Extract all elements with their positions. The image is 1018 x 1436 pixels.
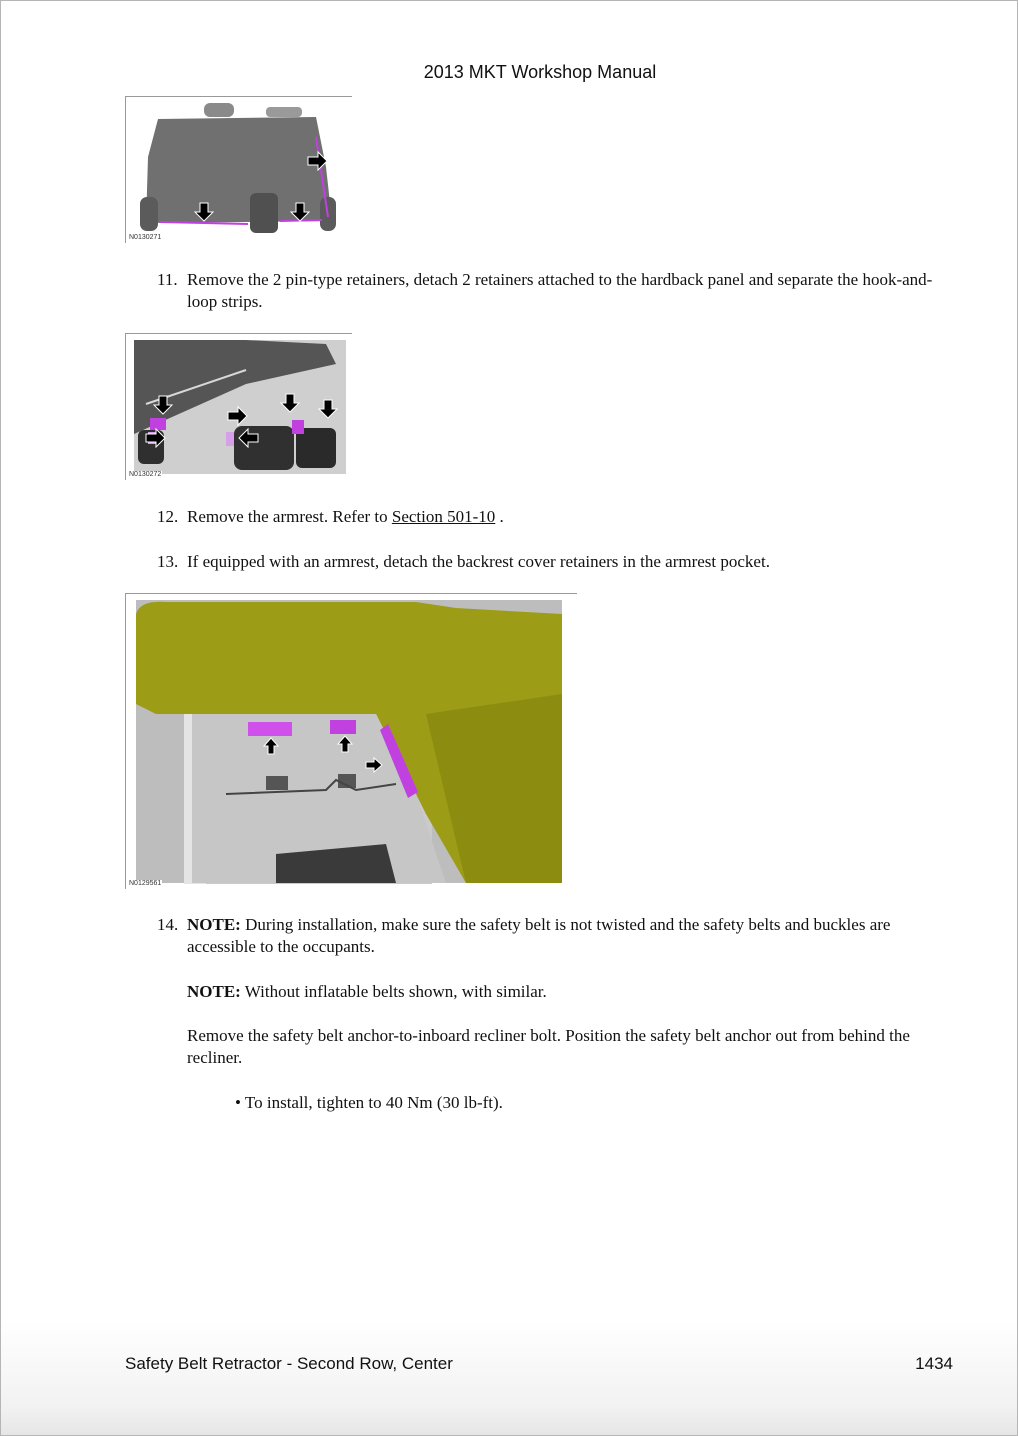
step-text: Remove the 2 pin-type retainers, detach 2 retainers attached to the hardback panel and separate the hook-and-loop strips. [187,270,933,311]
step-number: 14. [157,915,179,934]
bullet-text: To install, tighten to 40 Nm (30 lb-ft). [244,1093,503,1112]
step-text-after: . [495,507,504,526]
step-text: If equipped with an armrest, detach the backrest cover retainers in the armrest pocket. [187,552,770,571]
hardback-panel-illustration [126,334,352,480]
page-header-title: 2013 MKT Workshop Manual [423,62,657,82]
note-2 [187,981,947,1003]
figure-armrest-pocket [125,593,577,889]
step-number: 11. [157,270,178,289]
note-1 [187,914,947,958]
step-text-before: Remove the armrest. Refer to [187,507,392,526]
step-number: 13. [157,552,179,571]
figure-code: N0129561 [129,880,162,887]
footer-page-number: 1434 [915,1354,953,1373]
step-text [187,506,947,528]
bullet-icon: • [235,1093,245,1112]
note-label: NOTE: [187,915,241,934]
note-text: During installation, make sure the safety belt is not twisted and the safety belts and buckles are accessible to the occupants. [187,915,891,956]
step-instruction: Remove the safety belt anchor-to-inboard recliner bolt. Position the safety belt anchor out from behind the recliner. [187,1026,910,1067]
armrest-pocket-illustration [126,594,577,889]
section-501-10-link[interactable]: Section 501-10 [391,507,496,526]
figure-hardback-panel [125,333,352,480]
step-body [187,914,947,1114]
note-label: NOTE: [187,982,241,1001]
figure-code: N0130271 [129,234,162,241]
footer-section-title: Safety Belt Retractor - Second Row, Center [125,1354,453,1373]
note-text: Without inflatable belts shown, with similar. [240,982,547,1001]
figure-code: N0130272 [129,471,162,478]
step-number: 12. [157,507,179,526]
figure-seat-backrest [125,96,352,243]
bullet-item [187,1092,947,1114]
seat-backrest-illustration [126,97,352,243]
